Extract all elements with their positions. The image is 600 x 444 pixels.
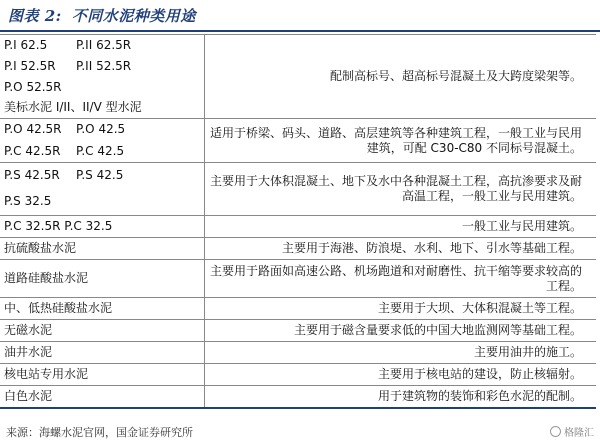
table-row: [0, 216, 596, 238]
cement-usage-table: [0, 34, 596, 409]
cement-name-cell: 油井水泥: [0, 342, 204, 364]
grade-cell: P.O 52.5R: [4, 79, 62, 94]
table-row: [0, 386, 596, 408]
cement-name-cell: 核电站专用水泥: [0, 364, 204, 386]
table-row: [0, 238, 596, 260]
usage-cell: 主要用于海港、防浪堤、水利、地下、引水等基础工程。: [204, 238, 596, 260]
grade-cell: P.C 32.5R P.C 32.5: [0, 216, 204, 238]
usage-cell: 主要用于大坝、大体积混凝土等工程。: [204, 298, 596, 320]
watermark: [550, 424, 594, 439]
grade-cell: P.I 52.5R P.II 52.5R: [4, 58, 132, 73]
table-row: [0, 260, 596, 298]
usage-cell: 主要用于核电站的建设，防止核辐射。: [204, 364, 596, 386]
table-row: [0, 35, 596, 56]
table-row: [0, 298, 596, 320]
figure-title: 不同水泥种类用途: [71, 6, 196, 25]
table-title: [0, 0, 600, 32]
usage-cell: 主要用于磁含量要求低的中国大地监测网等基础工程。: [204, 320, 596, 342]
grade-cell: P.C 42.5R P.C 42.5: [4, 143, 125, 158]
cement-name-cell: 无磁水泥: [0, 320, 204, 342]
grade-cell: P.S 42.5R P.S 42.5: [0, 163, 204, 189]
source-note: 来源：海螺水泥官网，国金证券研究所: [6, 426, 193, 439]
table-row: [0, 342, 596, 364]
table-row: [0, 119, 596, 141]
usage-cell: 主要用于大体积混凝土、地下及水中各种混凝土工程，高抗渗要求及耐高温工程，一般工业与民用建筑。: [204, 163, 596, 216]
table-row: [0, 364, 596, 386]
usage-cell: 适用于桥梁、码头、道路、高层建筑等各种建筑工程，一般工业与民用建筑，可配 C30-C80 不同标号混凝土。: [204, 119, 596, 163]
grade-cell: 美标水泥 I/II、II/V 型水泥: [4, 100, 142, 115]
figure-label: 图表 2:: [8, 6, 62, 25]
usage-cell: 一般工业与民用建筑。: [204, 216, 596, 238]
cement-name-cell: 中、低热硅酸盐水泥: [0, 298, 204, 320]
usage-cell: 用于建筑物的装饰和彩色水泥的配制。: [204, 386, 596, 408]
grade-cell: P.O 42.5R P.O 42.5: [0, 119, 204, 141]
cement-name-cell: 抗硫酸盐水泥: [0, 238, 204, 260]
usage-cell: 主要用于路面如高速公路、机场跑道和对耐磨性、抗干缩等要求较高的工程。: [204, 260, 596, 298]
usage-cell: 配制高标号、超高标号混凝土及大跨度梁架等。: [204, 35, 596, 119]
watermark-logo-icon: [550, 426, 561, 437]
table-row: [0, 320, 596, 342]
watermark-text: 格隆汇: [564, 428, 594, 439]
grade-cell: P.S 32.5: [4, 194, 52, 209]
cement-name-cell: 道路硅酸盐水泥: [0, 260, 204, 298]
table-row: [0, 163, 596, 189]
cement-name-cell: 白色水泥: [0, 386, 204, 408]
usage-cell: 主要用油井的施工。: [204, 342, 596, 364]
grade-cell: P.I 62.5 P.II 62.5R: [0, 35, 204, 56]
